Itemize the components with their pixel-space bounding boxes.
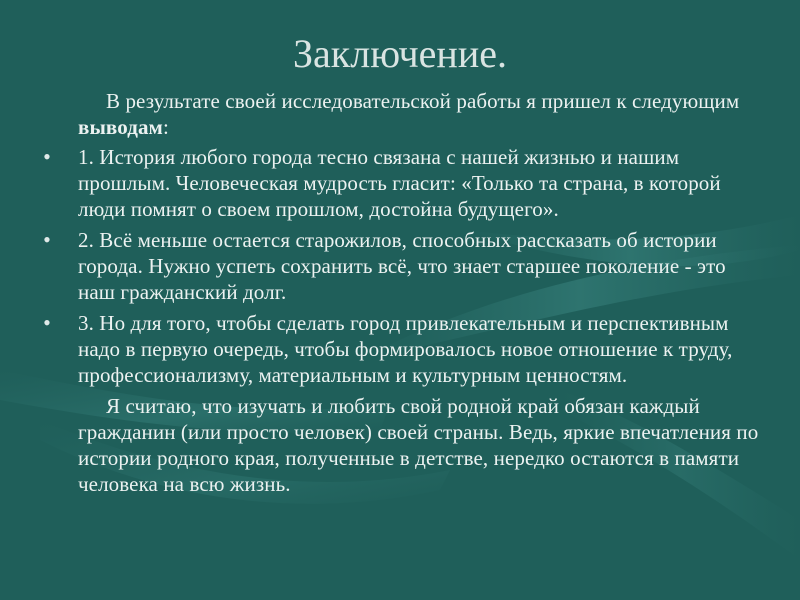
bullet-text-2: 2. Всё меньше остается старожилов, способных рассказать об истории города. Нужно успеть сохранить всё, что знает старшее поколение - это наш гражданский долг.	[78, 228, 726, 304]
intro-bold-word: выводам	[78, 115, 163, 139]
slide-content	[38, 88, 768, 501]
bullet-item-1	[38, 144, 768, 222]
slide-title: Заключение.	[293, 31, 507, 76]
bullet-dot-icon: •	[43, 227, 51, 252]
bullet-item-2	[38, 227, 768, 305]
intro-text-after: :	[162, 115, 169, 139]
bullet-item-3	[38, 310, 768, 388]
intro-text: В результате своей исследовательской работы я пришел к следующим	[106, 89, 740, 113]
bullet-text-3: 3. Но для того, чтобы сделать город привлекательным и перспективным надо в первую очередь, чтобы формировалось новое отношение к труду, профессионализму, материальным и культурным ценностям.	[78, 311, 733, 387]
bullet-text-1: 1. История любого города тесно связана с нашей жизнью и нашим прошлым. Человеческая мудрость гласит: «Только та страна, в которой люди помнят о своем прошлом, достойна будущего».	[78, 145, 721, 221]
bullet-dot-icon: •	[43, 144, 51, 169]
closing-paragraph	[38, 393, 768, 497]
closing-text: Я считаю, что изучать и любить свой родной край обязан каждый гражданин (или просто человек) своей страны. Ведь, яркие впечатления по истории родного края, полученные в детстве, нередко остаются в памяти человека на всю жизнь.	[78, 394, 759, 496]
intro-paragraph	[38, 88, 768, 140]
bullet-dot-icon: •	[43, 310, 51, 335]
